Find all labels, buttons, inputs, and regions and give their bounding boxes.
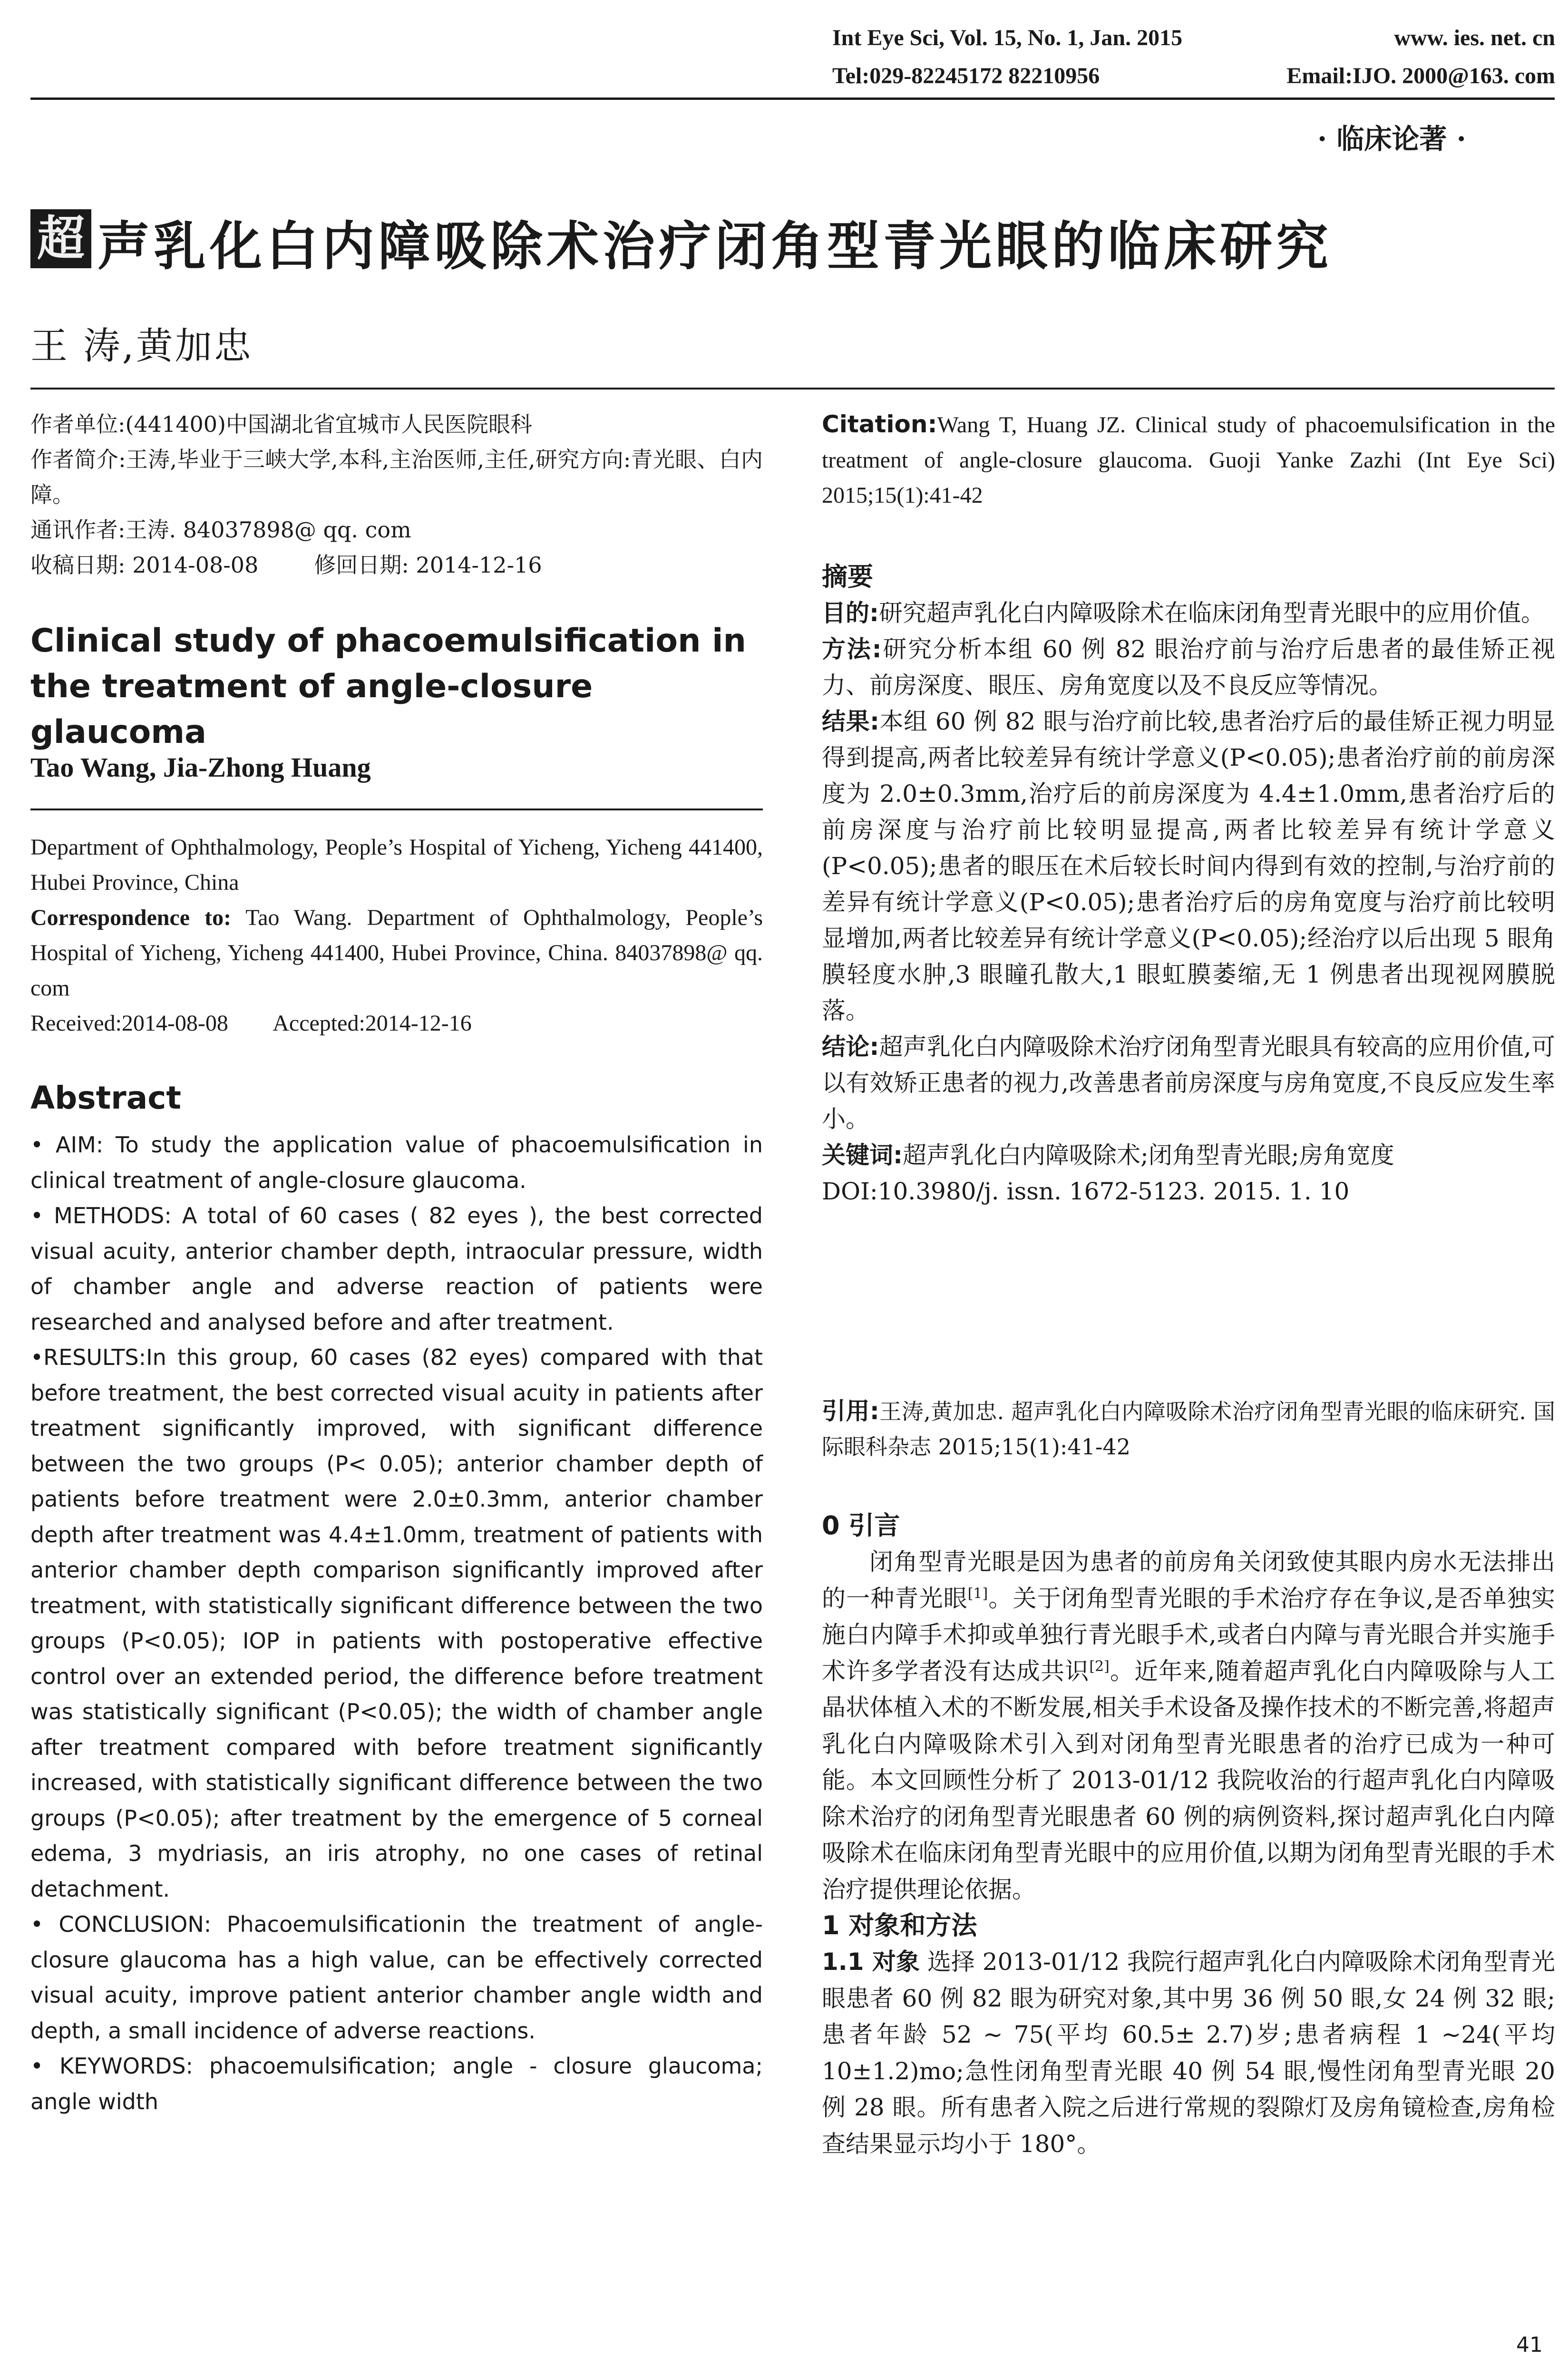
intro-text-a: 闭角型青光眼是因为患者的前房角关闭致使其眼内房水无法排出的一种青光眼 — [822, 1548, 1555, 1612]
reference-1[interactable]: [1] — [967, 1585, 988, 1602]
introduction — [822, 1508, 1555, 2162]
article-title-en: Clinical study of phacoemulsification in the treatment of angle-closure glaucoma — [30, 622, 746, 751]
citation-cn — [822, 1393, 1555, 1464]
abstract-cn-methods-text: 研究分析本组 60 例 82 眼治疗前与治疗后患者的最佳矫正视力、前房深度、眼压、房角宽度以及不良反应等情况。 — [822, 635, 1555, 699]
abstract-cn-keywords-label: 关键词: — [822, 1141, 903, 1169]
journal-email: Email:IJO. 2000@163. com — [1286, 63, 1555, 88]
abstract-cn-conclusion — [822, 1029, 1555, 1137]
abstract-heading-en: Abstract — [30, 1080, 181, 1116]
corresponding-author-cn: 通讯作者:王涛. 84037898@ qq. com — [30, 517, 411, 543]
abstract-cn-aim-text: 研究超声乳化白内障吸除术在临床闭角型青光眼中的应用价值。 — [879, 599, 1545, 627]
title-rule — [30, 388, 1555, 390]
abstract-cn-results — [822, 703, 1555, 1029]
abstract-cn-conclusion-text: 超声乳化白内障吸除术治疗闭角型青光眼具有较高的应用价值,可以有效矫正患者的视力,改善患者前房深度与房角宽度,不良反应发生率小。 — [822, 1033, 1555, 1133]
intro-text-b: 。关于闭角型青光眼的手术治疗存在争议,是否单独实施白内障手术抑或单独行青光眼手术,或者白内障与青光眼合并实施手术许多学者没有达成共识 — [822, 1584, 1555, 1685]
abstract-conclusion: • CONCLUSION: Phacoemulsificationin the treatment of angle-closure glaucoma has a high value, can be effectively corrected visual acuity, improve patient anterior chamber angle width and depth, a small incidence of adverse reactions. — [30, 1911, 763, 2044]
reference-2[interactable]: [2] — [1089, 1657, 1110, 1675]
intro-heading: 0 引言 — [822, 1510, 900, 1540]
citation-cn-paragraph — [822, 1393, 1555, 1464]
authors-rule — [30, 809, 763, 810]
citation-en — [822, 407, 1555, 513]
correspondence-text: Tao Wang. Department of Ophthalmology, People’s Hospital of Yicheng, Yicheng 441400, Hubei Province, China. 84037898@ qq. com — [30, 905, 763, 1001]
doi: DOI:10.3980/j. issn. 1672-5123. 2015. 1. 10 — [822, 1178, 1350, 1205]
author-affiliation-cn: 作者单位:(441400)中国湖北省宜城市人民医院眼科 — [30, 411, 532, 437]
section-1-heading: 1 对象和方法 — [822, 1910, 977, 1940]
intro-text-c: 。近年来,随着超声乳化白内障吸除与人工晶状体植入术的不断发展,相关手术设备及操作技术的不断完善,将超声乳化白内障吸除术引入到对闭角型青光眼患者的治疗已成为一种可能。本文回顾性分析了 2013-01/12 我院收治的行超声乳化白内障吸除术治疗的闭角型青光眼患者 60 例的病例资料,探讨超声乳化白内障吸除术在临床闭角型青光眼中的应用价值,以期为闭角型青光眼的手术治疗提供理论依据。 — [822, 1657, 1555, 1903]
title-first-char: 超 — [30, 209, 91, 268]
citation-cn-text: 王涛,黄加忠. 超声乳化白内障吸除术治疗闭角型青光眼的临床研究. 国际眼科杂志 2015;15(1):41-42 — [822, 1399, 1555, 1460]
abstract-cn-keywords — [822, 1137, 1555, 1173]
correspondence-label: Correspondence to: — [30, 905, 232, 930]
abstract-cn-aim — [822, 595, 1555, 631]
journal-ref: Int Eye Sci, Vol. 15, No. 1, Jan. 2015 — [832, 25, 1183, 50]
dates-cn: 收稿日期: 2014-08-08 修回日期: 2014-12-16 — [30, 552, 542, 578]
section-tag: · 临床论著 · — [1317, 123, 1466, 155]
authors-cn: 王 涛,黄加忠 — [30, 325, 253, 368]
abstract-cn — [822, 556, 1555, 1209]
affiliation-en — [30, 830, 763, 1041]
subsection-1-1-label: 1.1 对象 — [822, 1948, 920, 1976]
intro-paragraph — [822, 1544, 1555, 1908]
citation-cn-label: 引用: — [822, 1397, 879, 1425]
journal-website: www. ies. net. cn — [1394, 25, 1555, 50]
abstract-results: •RESULTS:In this group, 60 cases (82 eyes) compared with that before treatment, the best corrected visual acuity in patients after treatment significantly improved, with significant difference between the two groups (P< 0.05); anterior chamber depth of patients before treatment were 2.0±0.3mm, anterior chamber depth after treatment was 4.4±1.0mm, treatment of patients with anterior chamber depth comparison significantly improved after treatment, with statistically significant difference between the two groups (P<0.05); IOP in patients with postoperative effective control over an extended period, the difference before treatment was statistically significant (P<0.05); the width of chamber angle after treatment compared with before treatment significantly increased, with statistically significant difference between the two groups (P<0.05); after treatment by the emergence of 5 corneal edema, 3 mydriasis, an iris atrophy, no one cases of retinal detachment. — [30, 1344, 763, 1902]
citation-paragraph — [822, 407, 1555, 513]
header-rule — [30, 97, 1555, 100]
abstract-heading-cn: 摘要 — [822, 562, 873, 592]
journal-tel: Tel:029-82245172 82210956 — [832, 63, 1100, 88]
abstract-cn-methods-label: 方法: — [822, 635, 882, 663]
dates-en: Received:2014-08-08 Accepted:2014-12-16 — [30, 1011, 472, 1036]
abstract-cn-results-text: 本组 60 例 82 眼与治疗前比较,患者治疗后的最佳矫正视力明显得到提高,两者比较差异有统计学意义(P<0.05);患者治疗前的前房深度为 2.0±0.3mm,治疗后的前房深度为 4.4±1.0mm,患者治疗后的前房深度与治疗前比较明显提高,两者比较差异有统计学意义(P<0.05);患者的眼压在术后较长时间内得到有效的控制,与治疗前的差异有统计学意义(P<0.05);患者治疗后的房角宽度与治疗前比较明显增加,两者比较差异有统计学意义(P<0.05);经治疗以后出现 5 眼角膜轻度水肿,3 眼瞳孔散大,1 眼虹膜萎缩,无 1 例患者出现视网膜脱落。 — [822, 708, 1555, 1024]
article-title-cn: 声乳化白内障吸除术治疗闭角型青光眼的临床研究 — [97, 216, 1332, 277]
citation-text: Wang T, Huang JZ. Clinical study of phacoemulsification in the treatment of angle-closure glaucoma. Guoji Yanke Zazhi (Int Eye Sci) 2015;15(1):41-42 — [822, 412, 1555, 508]
authors-en: Tao Wang, Jia-Zhong Huang — [30, 752, 371, 783]
author-bio-cn: 作者简介:王涛,毕业于三峡大学,本科,主治医师,主任,研究方向:青光眼、白内障。 — [30, 447, 763, 507]
abstract-cn-methods — [822, 631, 1555, 703]
subjects-paragraph — [822, 1944, 1555, 2162]
author-info-cn — [30, 407, 763, 583]
department-en: Department of Ophthalmology, People’s Hospital of Yicheng, Yicheng 441400, Hubei Province, China — [30, 835, 763, 895]
page-number: 41 — [1516, 2333, 1543, 2357]
correspondence-en — [30, 900, 763, 1006]
abstract-cn-aim-label: 目的: — [822, 599, 879, 627]
abstract-cn-conclusion-label: 结论: — [822, 1033, 879, 1061]
subsection-1-1-text: 选择 2013-01/12 我院行超声乳化白内障吸除术闭角型青光眼患者 60 例 82 眼为研究对象,其中男 36 例 50 眼,女 24 例 32 眼;患者年龄 52 ~ 75(平均 60.5± 2.7)岁;患者病程 1 ~24(平均 10±1.2)mo;急性闭角型青光眼 40 例 54 眼,慢性闭角型青光眼 20 例 28 眼。所有患者入院之后进行常规的裂隙灯及房角镜检查,房角检查结果显示均小于 180°。 — [822, 1948, 1555, 2158]
abstract-methods: • METHODS: A total of 60 cases ( 82 eyes ), the best corrected visual acuity, anterior chamber depth, intraocular pressure, width of chamber angle and adverse reaction of patients were researched and analysed before and after treatment. — [30, 1203, 763, 1335]
abstract-keywords: • KEYWORDS: phacoemulsification; angle - closure glaucoma; angle width — [30, 2053, 763, 2114]
citation-label: Citation: — [822, 410, 937, 438]
abstract-aim: • AIM: To study the application value of phacoemulsification in clinical treatment of angle-closure glaucoma. — [30, 1132, 763, 1193]
abstract-en — [30, 1127, 763, 2119]
abstract-cn-keywords-text: 超声乳化白内障吸除术;闭角型青光眼;房角宽度 — [903, 1141, 1394, 1169]
abstract-cn-results-label: 结果: — [822, 708, 879, 735]
